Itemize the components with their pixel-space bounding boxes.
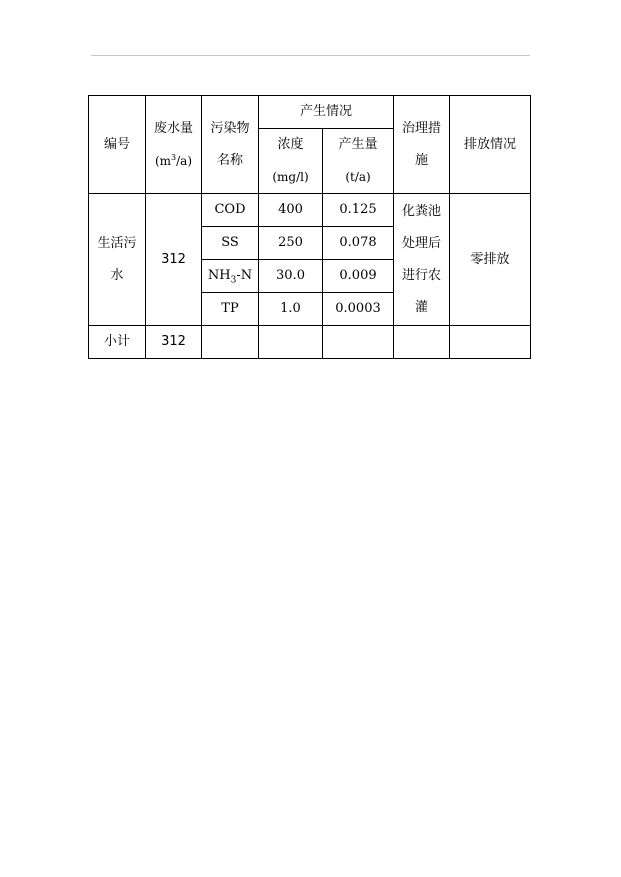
header-volume-label: 废水量 bbox=[153, 120, 193, 136]
source-volume-value: 312 bbox=[161, 251, 186, 267]
header-volume-unit: $(m^3/a)$ bbox=[154, 152, 193, 168]
header-production bbox=[259, 96, 394, 129]
source-treatment-line2: 处理后 bbox=[402, 235, 442, 251]
row-concentration: 30.0 bbox=[259, 260, 323, 293]
wastewater-table bbox=[88, 95, 531, 359]
source-name bbox=[89, 194, 146, 326]
row-concentration: 1.0 bbox=[259, 293, 323, 326]
source-treatment-line3: 进行农 bbox=[402, 267, 442, 283]
row-concentration: 400 bbox=[259, 194, 323, 227]
subtotal-volume: 312 bbox=[146, 326, 202, 359]
header-concentration-unit: (mg/l) bbox=[272, 170, 309, 184]
header-amount-unit: (t/a) bbox=[345, 170, 371, 184]
header-id-label: 编号 bbox=[103, 136, 130, 152]
source-name-line2: 水 bbox=[110, 267, 124, 283]
header-treatment bbox=[394, 96, 450, 194]
header-volume bbox=[146, 96, 202, 194]
header-pollutant-line2: 名称 bbox=[216, 152, 243, 168]
subtotal-empty-cell bbox=[450, 326, 531, 359]
header-treatment-line2: 施 bbox=[415, 152, 429, 168]
header-amount-label: 产生量 bbox=[338, 137, 378, 152]
row-amount: 0.0003 bbox=[323, 293, 394, 326]
source-volume bbox=[146, 194, 202, 326]
source-discharge bbox=[450, 194, 531, 326]
row-amount: 0.078 bbox=[323, 227, 394, 260]
subtotal-empty-cell bbox=[323, 326, 394, 359]
source-treatment-line1: 化粪池 bbox=[402, 203, 442, 219]
row-pollutant: COD bbox=[202, 194, 259, 227]
row-pollutant: TP bbox=[202, 293, 259, 326]
subtotal-label: 小计 bbox=[89, 326, 146, 359]
row-pollutant: $NH_3-N$ bbox=[202, 260, 259, 293]
row-concentration: 250 bbox=[259, 227, 323, 260]
subtotal-empty-cell bbox=[394, 326, 450, 359]
row-pollutant: SS bbox=[202, 227, 259, 260]
subtotal-empty-cell bbox=[259, 326, 323, 359]
header-pollutant bbox=[202, 96, 259, 194]
header-discharge-label: 排放情况 bbox=[464, 136, 517, 152]
row-amount: 0.125 bbox=[323, 194, 394, 227]
row-amount: 0.009 bbox=[323, 260, 394, 293]
header-treatment-line1: 治理措 bbox=[402, 120, 442, 136]
header-discharge bbox=[450, 96, 531, 194]
source-name-line1: 生活污 bbox=[97, 235, 137, 251]
header-id bbox=[89, 96, 146, 194]
header-rule bbox=[91, 55, 530, 56]
header-concentration-label: 浓度 bbox=[277, 137, 304, 152]
source-treatment-line4: 灌 bbox=[415, 299, 429, 315]
header-amount bbox=[323, 129, 394, 194]
header-production-label: 产生情况 bbox=[300, 104, 353, 119]
header-concentration bbox=[259, 129, 323, 194]
header-pollutant-line1: 污染物 bbox=[210, 120, 250, 136]
source-treatment bbox=[394, 194, 450, 326]
subtotal-empty-cell bbox=[202, 326, 259, 359]
source-discharge-value: 零排放 bbox=[470, 251, 510, 267]
